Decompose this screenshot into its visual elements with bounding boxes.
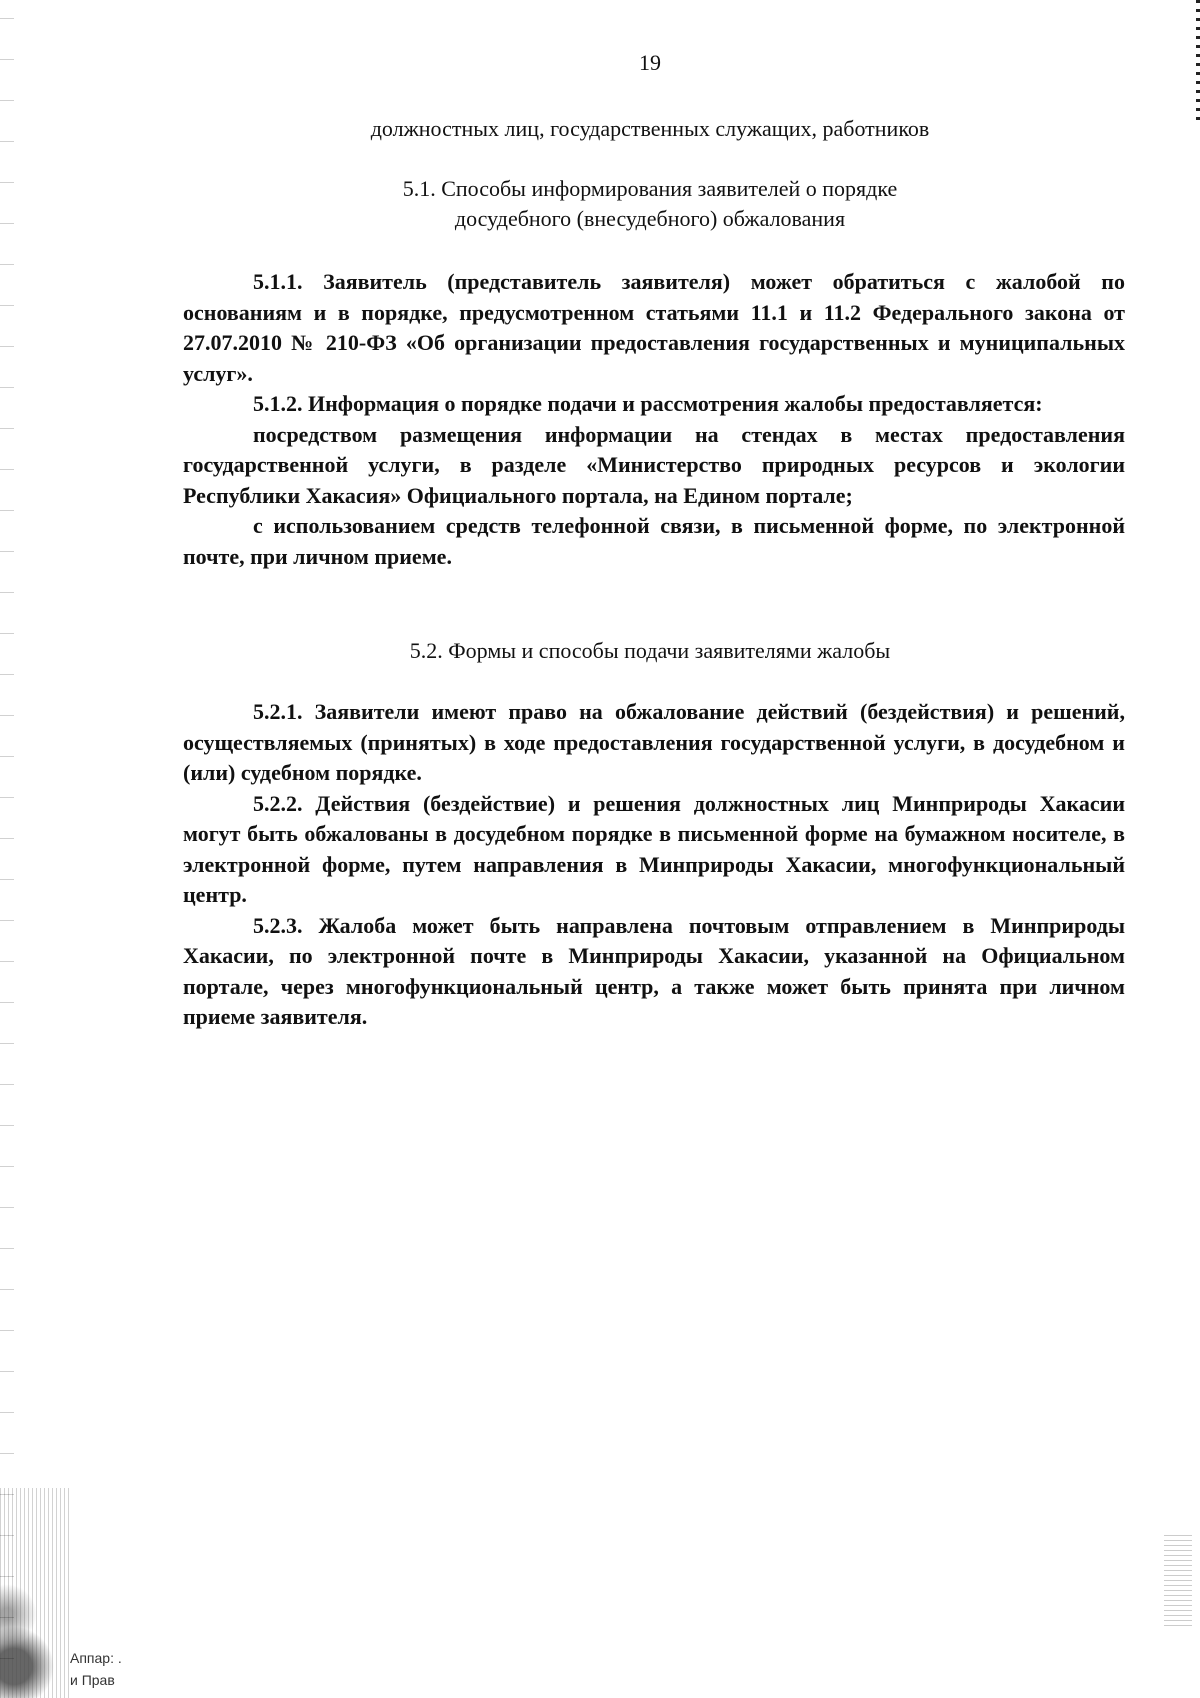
section-5-1-title-line2: досудебного (внесудебного) обжалования [454,206,846,231]
paragraph-5-1-2-item1: посредством размещения информации на стендах в местах предоставления государственной услуги, в разделе «Министерство природных ресурсов и экологии Республики Хакасия» Официального портала, на Едином портале; [183,421,1125,508]
scan-right-noise [1164,1535,1192,1630]
paragraph-5-2-1: 5.2.1. Заявители имеют право на обжалование действий (бездействия) и решений, осуществляемых (принятых) в ходе предоставления государственной услуги, в досудебном и (или) судебном порядке. [183,699,1125,785]
section-5-2-title [0,636,1200,666]
stamp-fragment-line2: и Прав [70,1672,115,1688]
paragraph-5-2-2: 5.2.2. Действия (бездействие) и решения должностных лиц Минприроды Хакасии могут быть обжалованы в досудебном порядке в письменной форме на бумажном носителе, в электронной форме, путем направления в Минприроды Хакасии, многофункциональный центр. [183,790,1125,907]
section-5-1-body [183,267,1125,572]
paragraph-5-1-2-item2: с использованием средств телефонной связи, в письменной форме, по электронной почте, при личном приеме. [183,513,1125,569]
stamp-fragment-line1: Аппар: . [70,1650,122,1666]
paragraph-5-1-1: 5.1.1. Заявитель (представитель заявителя) может обратиться с жалобой по основаниям и в порядке, предусмотренном статьями 11.1 и 11.2 Федерального закона от 27.07.2010 № 210-ФЗ «Об организации предоставления государственных и муниципальных услуг». [183,269,1125,386]
section-5-2-title-text: 5.2. Формы и способы подачи заявителями жалобы [409,638,891,663]
header-line: должностных лиц, государственных служащих, работников [370,116,930,141]
paragraph-5-1-2: 5.1.2. Информация о порядке подачи и рассмотрения жалобы предоставляется: [253,391,1043,416]
section-5-1-title-line1: 5.1. Способы информирования заявителей о порядке [402,176,898,201]
section-5-1-title [0,174,1200,234]
page-number: 19 [639,50,661,75]
scan-left-edge [0,0,14,1698]
section-5-2-body [183,697,1125,1033]
scan-corner-noise [0,1488,70,1698]
paragraph-5-2-3: 5.2.3. Жалоба может быть направлена почтовым отправлением в Минприроды Хакасии, по электронной почте в Минприроды Хакасии, указанной на Официальном портале, через многофункциональный центр, а также может быть принята при личном приеме заявителя. [183,912,1125,1029]
